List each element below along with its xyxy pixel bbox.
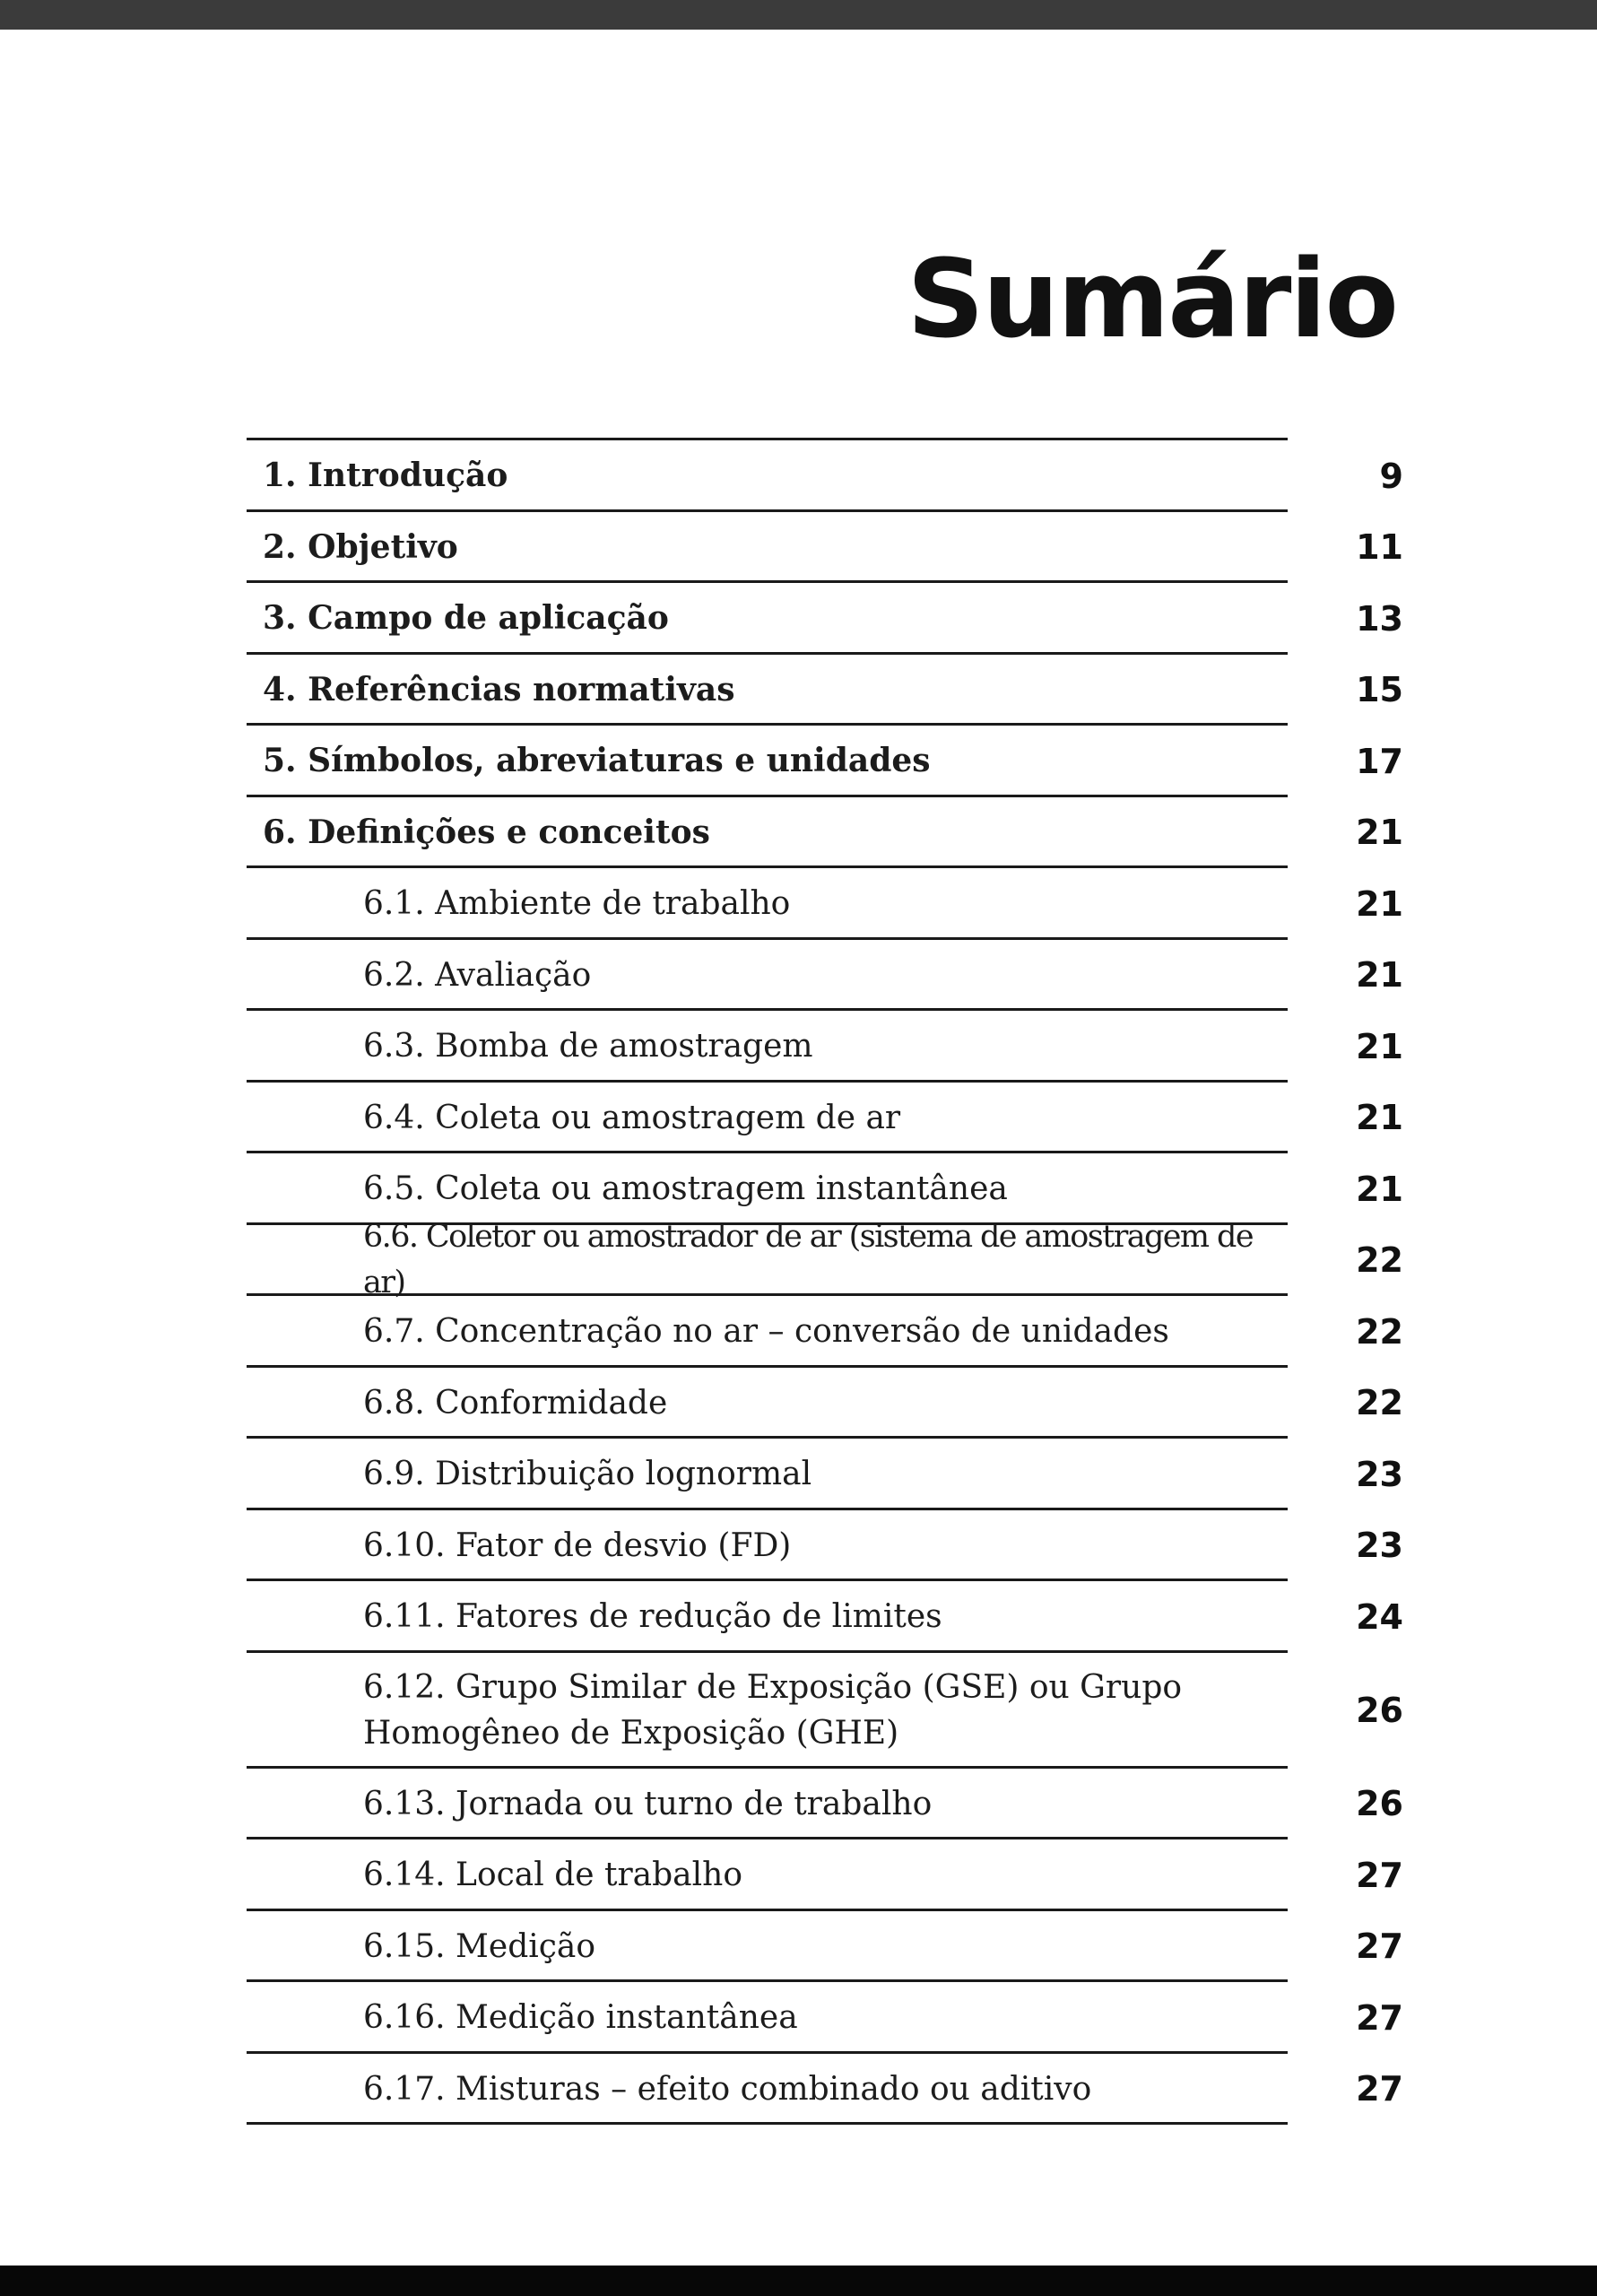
toc-entry[interactable] xyxy=(247,1510,1403,1582)
toc-entry-page: 17 xyxy=(1356,741,1403,781)
toc-entry[interactable] xyxy=(247,868,1403,940)
toc-entry[interactable] xyxy=(247,1368,1403,1439)
toc-entry-page: 22 xyxy=(1356,1311,1403,1352)
toc-entry-title: 6.4. Coleta ou amostragem de ar xyxy=(363,1099,901,1136)
toc-entry-title: 6. Definições e conceitos xyxy=(263,813,710,851)
toc-entry[interactable] xyxy=(247,1581,1403,1653)
toc-entry-page: 15 xyxy=(1356,670,1403,710)
toc-entry-title: 6.13. Jornada ou turno de trabalho xyxy=(363,1785,933,1822)
toc-entry-title: 6.14. Local de trabalho xyxy=(363,1857,743,1894)
bottom-bar xyxy=(0,2266,1597,2296)
toc-entry-page: 23 xyxy=(1356,1454,1403,1494)
toc-entry[interactable] xyxy=(247,797,1403,869)
toc-entry-title: 6.2. Avaliação xyxy=(363,956,592,994)
toc-entry-page: 26 xyxy=(1356,1784,1403,1824)
toc-entry-title: 1. Introdução xyxy=(263,457,508,495)
toc-entry[interactable] xyxy=(247,583,1403,655)
toc-entry-page: 21 xyxy=(1356,1098,1403,1138)
toc-entry[interactable] xyxy=(247,1439,1403,1510)
toc-entry[interactable] xyxy=(247,1911,1403,1983)
toc-entry-title: 2. Objetivo xyxy=(263,527,458,566)
toc-entry-page: 27 xyxy=(1356,1997,1403,2038)
toc-entry[interactable] xyxy=(247,1653,1403,1769)
toc-entry-title: 6.1. Ambiente de trabalho xyxy=(363,885,791,923)
toc-entry-title: 6.10. Fator de desvio (FD) xyxy=(363,1526,792,1564)
toc-entry-page: 13 xyxy=(1356,598,1403,639)
toc-entry-page: 21 xyxy=(1356,1026,1403,1066)
toc-entry[interactable] xyxy=(247,1769,1403,1840)
table-of-contents xyxy=(247,438,1403,2125)
toc-entry-page: 22 xyxy=(1356,1240,1403,1281)
toc-entry-page: 26 xyxy=(1356,1691,1403,1730)
toc-entry[interactable] xyxy=(247,1083,1403,1154)
toc-entry[interactable] xyxy=(247,1982,1403,2054)
toc-entry[interactable] xyxy=(247,655,1403,726)
toc-entry-page: 27 xyxy=(1356,1855,1403,1895)
toc-entry-title: 6.9. Distribuição lognormal xyxy=(363,1456,812,1493)
top-bar xyxy=(0,0,1597,30)
toc-entry[interactable] xyxy=(247,940,1403,1012)
toc-entry-page: 27 xyxy=(1356,1926,1403,1967)
toc-entry-title: 4. Referências normativas xyxy=(263,670,735,709)
toc-entry-title: 6.12. Grupo Similar de Exposição (GSE) ou Grupo Homogêneo de Exposição (GHE) xyxy=(363,1669,1183,1752)
toc-entry-page: 9 xyxy=(1379,456,1403,496)
toc-entry-title: 5. Símbolos, abreviaturas e unidades xyxy=(263,742,931,780)
toc-entry[interactable] xyxy=(247,1011,1403,1083)
toc-entry[interactable] xyxy=(247,1219,1403,1301)
toc-entry[interactable] xyxy=(247,726,1403,797)
toc-entry-title: 3. Campo de aplicação xyxy=(263,599,669,638)
toc-entry-page: 21 xyxy=(1356,1169,1403,1209)
toc-entry[interactable] xyxy=(247,1839,1403,1911)
toc-entry-page: 24 xyxy=(1356,1596,1403,1637)
toc-entry-title: 6.5. Coleta ou amostragem instantânea xyxy=(363,1170,1008,1208)
toc-entry[interactable] xyxy=(247,512,1403,584)
page-title: Sumário xyxy=(907,238,1397,362)
toc-entry-title: 6.17. Misturas – efeito combinado ou aditivo xyxy=(363,2070,1092,2108)
toc-entry[interactable] xyxy=(247,1296,1403,1368)
toc-entry-page: 21 xyxy=(1356,955,1403,996)
toc-entry[interactable] xyxy=(247,2054,1403,2126)
toc-entry-page: 11 xyxy=(1356,527,1403,568)
toc-entry-page: 21 xyxy=(1356,883,1403,924)
toc-entry-page: 21 xyxy=(1356,813,1403,853)
toc-entry-page: 22 xyxy=(1356,1383,1403,1423)
toc-entry-title: 6.6. Coletor ou amostrador de ar (sistema de amostragem de ar) xyxy=(363,1219,1253,1301)
toc-entry-title: 6.7. Concentração no ar – conversão de unidades xyxy=(363,1313,1169,1351)
toc-entry-title: 6.16. Medição instantânea xyxy=(363,1999,798,2037)
toc-entry-page: 27 xyxy=(1356,2069,1403,2109)
toc-entry-title: 6.8. Conformidade xyxy=(363,1384,668,1422)
toc-entry-title: 6.15. Medição xyxy=(363,1927,596,1965)
toc-entry-page: 23 xyxy=(1356,1526,1403,1566)
toc-entry[interactable] xyxy=(247,440,1403,512)
toc-entry-title: 6.11. Fatores de redução de limites xyxy=(363,1598,942,1636)
toc-entry-title: 6.3. Bomba de amostragem xyxy=(363,1028,813,1065)
